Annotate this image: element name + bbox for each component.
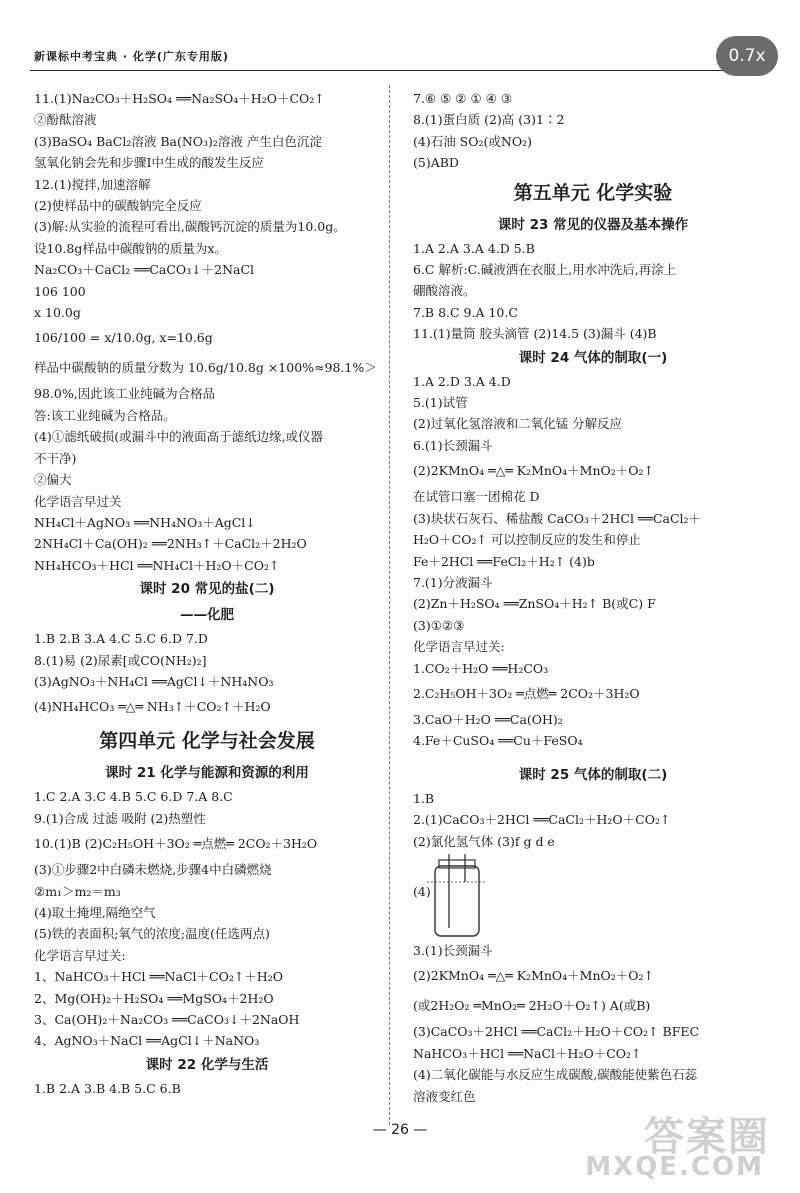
answer-line: (4)二氧化碳能与水反应生成碳酸,碳酸能使紫色石蕊 — [413, 1067, 698, 1083]
answer-line: 化学语言早过关 — [34, 493, 122, 509]
answer-line: (2)2KMnO₄ ═△═ K₂MnO₄＋MnO₂＋O₂↑ — [413, 463, 655, 479]
answer-line: NH₄Cl＋AgNO₃ ══NH₄NO₃＋AgCl↓ — [34, 514, 256, 530]
left-column — [34, 88, 380, 1099]
answer-line: (3)块状石灰石、稀盐酸 CaCO₃＋2HCl ══CaCl₂＋ — [413, 510, 702, 526]
answer-line: (5)ABD — [413, 155, 459, 171]
answer-line: 1.B — [413, 790, 435, 806]
answer-line: 不干净) — [34, 450, 77, 466]
gas-bottle-diagram — [413, 852, 773, 940]
answer-line: 7.B 8.C 9.A 10.C — [413, 304, 518, 320]
answer-line: 1、NaHCO₃＋HCl ══NaCl＋CO₂↑＋H₂O — [34, 969, 283, 985]
answer-line: (4)取土掩埋,隔绝空气 — [34, 904, 156, 920]
answer-line: (2)过氧化氢溶液和二氧化锰 分解反应 — [413, 416, 623, 432]
answer-line: Na₂CO₃＋CaCl₂ ══CaCO₃↓＋2NaCl — [34, 262, 255, 278]
answer-line: 1.C 2.A 3.C 4.B 5.C 6.D 7.A 8.C — [34, 789, 233, 805]
answer-line: (3)AgNO₃＋NH₄Cl ══AgCl↓＋NH₄NO₃ — [34, 673, 274, 689]
answer-line: 2NH₄Cl＋Ca(OH)₂ ══2NH₃↑＋CaCl₂＋2H₂O — [34, 536, 307, 552]
answer-line: ②酚酞溶液 — [34, 112, 97, 128]
answer-line: 11.(1)Na₂CO₃＋H₂SO₄ ══Na₂SO₄＋H₂O＋CO₂↑ — [34, 91, 325, 106]
answer-line: (3)CaCO₃＋2HCl ══CaCl₂＋H₂O＋CO₂↑ BFEC — [413, 1024, 700, 1040]
answer-line: (2)氯化氢气体 (3)f g d e — [413, 833, 555, 849]
answer-line: 3.CaO＋H₂O ══Ca(OH)₂ — [413, 711, 563, 727]
lesson-heading: 课时 25 气体的制取(二) — [518, 766, 668, 783]
answer-line: (4)①滤纸破损(或漏斗中的液面高于滤纸边缘,或仪器 — [34, 429, 324, 445]
unit-heading: 第四单元 化学与社会发展 — [99, 730, 315, 753]
answer-line: 106 100 — [34, 283, 86, 299]
answer-line: 样品中碳酸钠的质量分数为 10.6g/10.8g ×100%≈98.1%＞ — [34, 360, 377, 376]
answer-line: (2)使样品中的碳酸钠完全反应 — [34, 198, 202, 214]
lesson-heading: 课时 20 常见的盐(二) — [139, 581, 275, 598]
answer-line: 6.(1)长颈漏斗 — [413, 437, 493, 453]
watermark-url: MXQE.COM — [585, 1152, 764, 1182]
header-rule — [30, 70, 770, 71]
answer-line: 8.(1)易 (2)尿素[或CO(NH₂)₂] — [34, 652, 207, 668]
answer-line: 氢氧化钠会先和步骤Ⅰ中生成的酸发生反应 — [34, 155, 264, 171]
answer-line: 4、AgNO₃＋NaCl ══AgCl↓＋NaNO₃ — [34, 1033, 260, 1049]
answer-line: 98.0%,因此该工业纯碱为合格品 — [34, 386, 216, 402]
answer-line: (3)解:从实验的流程可看出,碳酸钙沉淀的质量为10.0g。 — [34, 219, 346, 235]
answer-line: (或2H₂O₂ ═MnO₂═ 2H₂O＋O₂↑) A(或B) — [413, 998, 651, 1014]
spacer — [413, 752, 773, 762]
answer-line: 10.(1)B (2)C₂H₅OH＋3O₂ ═点燃═ 2CO₂＋3H₂O — [34, 836, 318, 852]
answer-line: 4.Fe＋CuSO₄ ══Cu＋FeSO₄ — [413, 733, 583, 749]
answer-line: ②偏大 — [34, 472, 72, 488]
answer-line: 1.CO₂＋H₂O ══H₂CO₃ — [413, 660, 549, 676]
answer-line: 6.C 解析:C.碱液洒在衣服上,用水冲洗后,再涂上 — [413, 262, 677, 278]
answer-line: 7.⑥ ⑤ ② ① ④ ③ — [413, 91, 513, 106]
answer-line: ②m₁＞m₂＝m₃ — [34, 883, 121, 899]
playback-speed-button[interactable]: 0.7x — [716, 36, 778, 76]
answer-line: x 10.0g — [34, 305, 81, 321]
answer-line: 2、Mg(OH)₂＋H₂SO₄ ══MgSO₄＋2H₂O — [34, 990, 274, 1006]
answer-line: 2.C₂H₅OH＋3O₂ ═点燃═ 2CO₂＋3H₂O — [413, 685, 640, 701]
answer-line: (3)①②③ — [413, 617, 465, 633]
column-divider — [389, 85, 390, 1125]
answer-line: 2.(1)CaCO₃＋2HCl ══CaCl₂＋H₂O＋CO₂↑ — [413, 812, 671, 828]
diagram-label: (4) — [413, 883, 431, 899]
answer-line: 化学语言早过关: — [413, 639, 505, 655]
answer-line: 12.(1)搅拌,加速溶解 — [34, 176, 151, 192]
answer-line: NH₄HCO₃＋HCl ══NH₄Cl＋H₂O＋CO₂↑ — [34, 557, 280, 573]
answer-line: 106/100 = x/10.0g, x=10.6g — [34, 330, 213, 346]
watermark-logo: 答案圈 — [644, 1114, 770, 1160]
answer-line: 11.(1)量筒 胶头滴管 (2)14.5 (3)漏斗 (4)B — [413, 326, 657, 342]
lesson-heading: 课时 22 化学与生活 — [145, 1056, 269, 1073]
answer-line: 8.(1)蛋白质 (2)高 (3)1∶2 — [413, 112, 565, 128]
lesson-heading: 课时 21 化学与能源和资源的利用 — [105, 765, 309, 782]
answer-line: 硼酸溶液。 — [413, 283, 476, 299]
lesson-heading: 课时 23 常见的仪器及基本操作 — [497, 216, 689, 233]
answer-line: (4)NH₄HCO₃ ═△═ NH₃↑＋CO₂↑＋H₂O — [34, 699, 271, 715]
answer-line: 1.B 2.B 3.A 4.C 5.C 6.D 7.D — [34, 631, 208, 647]
lesson-heading: ——化肥 — [180, 607, 234, 624]
right-column — [413, 88, 773, 1107]
answer-line: 7.(1)分液漏斗 — [413, 574, 493, 590]
answer-line: 9.(1)合成 过滤 吸附 (2)热塑性 — [34, 810, 206, 826]
answer-line: H₂O＋CO₂↑ 可以控制反应的发生和停止 — [413, 532, 641, 548]
answer-line: 1.B 2.A 3.B 4.B 5.C 6.B — [34, 1080, 181, 1096]
page-number: — 26 — — [372, 1122, 428, 1138]
answer-line: 1.A 2.D 3.A 4.D — [413, 373, 511, 389]
answer-line: 化学语言早过关: — [34, 947, 126, 963]
book-header: 新课标中考宝典 · 化学(广东专用版) — [34, 50, 229, 63]
answer-line: (3)①步骤2中白磷未燃烧,步骤4中白磷燃烧 — [34, 862, 272, 878]
answer-line: 答:该工业纯碱为合格品。 — [34, 407, 176, 423]
unit-heading: 第五单元 化学实验 — [513, 181, 673, 204]
lesson-heading: 课时 24 气体的制取(一) — [518, 349, 668, 366]
answer-line: (4)石油 SO₂(或NO₂) — [413, 133, 532, 149]
answer-line: (5)铁的表面积;氧气的浓度;温度(任选两点) — [34, 926, 270, 942]
answer-line: (2)Zn＋H₂SO₄ ══ZnSO₄＋H₂↑ B(或C) F — [413, 596, 656, 612]
answer-line: 3、Ca(OH)₂＋Na₂CO₃ ══CaCO₃↓＋2NaOH — [34, 1012, 300, 1027]
answer-line: (2)2KMnO₄ ═△═ K₂MnO₄＋MnO₂＋O₂↑ — [413, 968, 655, 984]
answer-line: 3.(1)长颈漏斗 — [413, 942, 493, 958]
answer-line: (3)BaSO₄ BaCl₂溶液 Ba(NO₃)₂溶液 产生白色沉淀 — [34, 133, 322, 149]
answer-line: Fe＋2HCl ══FeCl₂＋H₂↑ (4)b — [413, 553, 595, 569]
answer-line: 溶液变红色 — [413, 1088, 476, 1104]
answer-line: 设10.8g样品中碳酸钠的质量为x。 — [34, 240, 227, 256]
answer-line: 5.(1)试管 — [413, 395, 468, 411]
answer-line: 在试管口塞一团棉花 D — [413, 489, 540, 505]
answer-line: 1.A 2.A 3.A 4.D 5.B — [413, 240, 535, 256]
gas-bottle-icon — [413, 852, 533, 940]
answer-line: NaHCO₃＋HCl ══NaCl＋H₂O＋CO₂↑ — [413, 1045, 642, 1061]
